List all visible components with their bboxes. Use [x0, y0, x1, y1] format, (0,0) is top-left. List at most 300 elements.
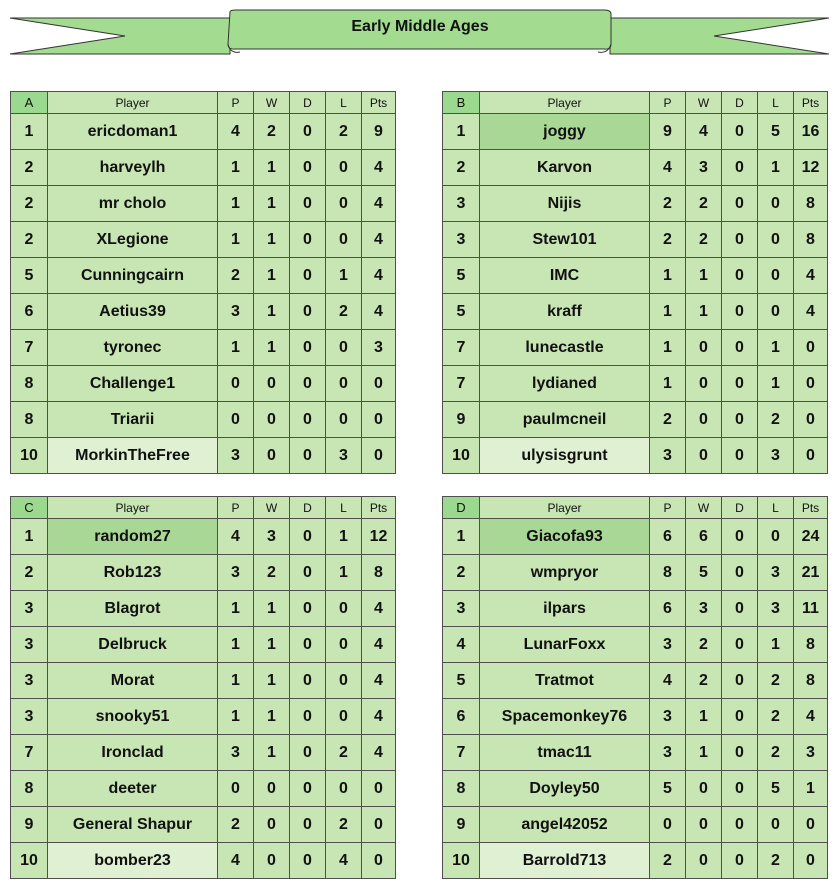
drawn-cell: 0	[722, 807, 758, 843]
banner-left-tail	[10, 18, 230, 54]
lost-cell: 2	[758, 402, 794, 438]
rank-cell: 5	[11, 258, 48, 294]
points-cell: 0	[794, 438, 828, 474]
won-header: W	[686, 92, 722, 114]
lost-cell: 2	[758, 735, 794, 771]
table-row	[11, 294, 396, 330]
played-cell: 2	[650, 222, 686, 258]
won-cell: 0	[686, 771, 722, 807]
drawn-cell: 0	[722, 150, 758, 186]
played-cell: 1	[218, 591, 254, 627]
lost-cell: 0	[326, 591, 362, 627]
rank-cell: 7	[11, 330, 48, 366]
won-cell: 2	[686, 627, 722, 663]
drawn-cell: 0	[290, 366, 326, 402]
points-header: Pts	[362, 497, 396, 519]
rank-cell: 7	[443, 330, 480, 366]
player-cell: Tratmot	[480, 663, 650, 699]
lost-cell: 0	[758, 807, 794, 843]
player-cell: deeter	[48, 771, 218, 807]
rank-cell: 8	[443, 771, 480, 807]
drawn-cell: 0	[722, 663, 758, 699]
lost-cell: 1	[758, 150, 794, 186]
played-cell: 1	[650, 366, 686, 402]
won-cell: 0	[254, 843, 290, 879]
rank-cell: 3	[443, 222, 480, 258]
points-cell: 4	[362, 258, 396, 294]
points-cell: 0	[362, 438, 396, 474]
rank-cell: 9	[443, 807, 480, 843]
points-cell: 8	[794, 186, 828, 222]
drawn-cell: 0	[290, 771, 326, 807]
rank-cell: 1	[443, 519, 480, 555]
lost-cell: 2	[758, 699, 794, 735]
lost-cell: 0	[326, 150, 362, 186]
table-row	[11, 258, 396, 294]
table-row	[11, 735, 396, 771]
drawn-cell: 0	[722, 402, 758, 438]
rank-cell: 1	[11, 519, 48, 555]
won-cell: 3	[686, 150, 722, 186]
drawn-header: D	[290, 92, 326, 114]
group-label: C	[11, 497, 48, 519]
player-cell: paulmcneil	[480, 402, 650, 438]
lost-cell: 2	[326, 114, 362, 150]
played-cell: 3	[218, 555, 254, 591]
won-cell: 0	[686, 438, 722, 474]
header-row	[443, 92, 828, 114]
played-cell: 6	[650, 591, 686, 627]
table-row	[11, 771, 396, 807]
lost-header: L	[326, 497, 362, 519]
player-cell: Spacemonkey76	[480, 699, 650, 735]
rank-cell: 2	[443, 555, 480, 591]
rank-cell: 3	[11, 699, 48, 735]
table-row	[443, 186, 828, 222]
points-cell: 4	[362, 222, 396, 258]
table-row	[443, 294, 828, 330]
table-row	[443, 627, 828, 663]
player-cell: random27	[48, 519, 218, 555]
lost-cell: 0	[326, 222, 362, 258]
table-row	[443, 114, 828, 150]
player-header: Player	[48, 497, 218, 519]
points-cell: 4	[362, 663, 396, 699]
header-row	[443, 497, 828, 519]
points-cell: 0	[362, 366, 396, 402]
table-row	[443, 807, 828, 843]
won-cell: 6	[686, 519, 722, 555]
drawn-cell: 0	[722, 555, 758, 591]
player-header: Player	[480, 497, 650, 519]
table-row	[443, 519, 828, 555]
points-cell: 16	[794, 114, 828, 150]
player-cell: Barrold713	[480, 843, 650, 879]
rank-cell: 2	[443, 150, 480, 186]
drawn-cell: 0	[722, 438, 758, 474]
rank-cell: 5	[443, 294, 480, 330]
player-cell: kraff	[480, 294, 650, 330]
player-cell: angel42052	[480, 807, 650, 843]
player-header: Player	[480, 92, 650, 114]
rank-cell: 10	[11, 843, 48, 879]
points-cell: 8	[794, 663, 828, 699]
group-table	[442, 496, 828, 879]
played-cell: 1	[218, 186, 254, 222]
rank-cell: 3	[11, 627, 48, 663]
drawn-cell: 0	[722, 519, 758, 555]
drawn-cell: 0	[722, 591, 758, 627]
table-row	[443, 591, 828, 627]
played-cell: 1	[650, 330, 686, 366]
points-cell: 0	[362, 807, 396, 843]
played-cell: 1	[218, 222, 254, 258]
played-cell: 3	[218, 438, 254, 474]
rank-cell: 9	[443, 402, 480, 438]
drawn-cell: 0	[722, 258, 758, 294]
drawn-cell: 0	[290, 735, 326, 771]
rank-cell: 8	[11, 402, 48, 438]
played-header: P	[218, 92, 254, 114]
points-cell: 12	[794, 150, 828, 186]
player-header: Player	[48, 92, 218, 114]
points-cell: 8	[362, 555, 396, 591]
won-cell: 0	[686, 807, 722, 843]
player-cell: Triarii	[48, 402, 218, 438]
drawn-cell: 0	[290, 807, 326, 843]
drawn-cell: 0	[722, 366, 758, 402]
table-row	[443, 150, 828, 186]
played-cell: 2	[650, 843, 686, 879]
played-header: P	[650, 497, 686, 519]
played-cell: 1	[218, 663, 254, 699]
won-cell: 0	[254, 366, 290, 402]
drawn-cell: 0	[722, 843, 758, 879]
won-cell: 1	[254, 222, 290, 258]
table-row	[443, 402, 828, 438]
points-cell: 0	[794, 402, 828, 438]
drawn-cell: 0	[722, 771, 758, 807]
points-cell: 0	[794, 330, 828, 366]
rank-cell: 10	[443, 438, 480, 474]
table-row	[11, 663, 396, 699]
played-cell: 6	[650, 519, 686, 555]
lost-cell: 0	[758, 294, 794, 330]
table-row	[443, 735, 828, 771]
rank-cell: 10	[11, 438, 48, 474]
player-cell: ulysisgrunt	[480, 438, 650, 474]
played-cell: 3	[650, 438, 686, 474]
player-cell: mr cholo	[48, 186, 218, 222]
table-row	[11, 699, 396, 735]
lost-cell: 0	[326, 699, 362, 735]
lost-cell: 0	[326, 663, 362, 699]
table-row	[443, 555, 828, 591]
group-label: A	[11, 92, 48, 114]
drawn-cell: 0	[722, 114, 758, 150]
player-cell: MorkinTheFree	[48, 438, 218, 474]
rank-cell: 4	[443, 627, 480, 663]
player-cell: Rob123	[48, 555, 218, 591]
drawn-cell: 0	[290, 627, 326, 663]
lost-cell: 0	[758, 519, 794, 555]
played-cell: 3	[650, 627, 686, 663]
played-cell: 5	[650, 771, 686, 807]
rank-cell: 2	[11, 186, 48, 222]
points-cell: 8	[794, 627, 828, 663]
won-cell: 0	[254, 807, 290, 843]
won-cell: 2	[254, 555, 290, 591]
lost-header: L	[758, 92, 794, 114]
played-cell: 3	[650, 699, 686, 735]
won-cell: 1	[254, 258, 290, 294]
points-cell: 8	[794, 222, 828, 258]
table-row	[11, 330, 396, 366]
lost-cell: 1	[326, 519, 362, 555]
player-cell: bomber23	[48, 843, 218, 879]
player-cell: snooky51	[48, 699, 218, 735]
won-cell: 1	[254, 591, 290, 627]
player-cell: General Shapur	[48, 807, 218, 843]
player-cell: ilpars	[480, 591, 650, 627]
table-row	[443, 366, 828, 402]
won-header: W	[254, 497, 290, 519]
player-cell: Ironclad	[48, 735, 218, 771]
won-cell: 0	[686, 366, 722, 402]
drawn-cell: 0	[722, 699, 758, 735]
drawn-cell: 0	[290, 150, 326, 186]
won-cell: 3	[686, 591, 722, 627]
rank-cell: 7	[443, 735, 480, 771]
rank-cell: 3	[443, 186, 480, 222]
drawn-cell: 0	[290, 591, 326, 627]
lost-cell: 2	[326, 807, 362, 843]
points-cell: 4	[362, 150, 396, 186]
player-cell: Karvon	[480, 150, 650, 186]
table-row	[11, 186, 396, 222]
drawn-cell: 0	[290, 222, 326, 258]
played-cell: 0	[218, 771, 254, 807]
rank-cell: 3	[443, 591, 480, 627]
drawn-cell: 0	[290, 663, 326, 699]
header-row	[11, 497, 396, 519]
won-cell: 1	[254, 150, 290, 186]
table-row	[11, 402, 396, 438]
played-cell: 0	[218, 402, 254, 438]
rank-cell: 5	[443, 258, 480, 294]
lost-cell: 2	[758, 843, 794, 879]
played-cell: 0	[218, 366, 254, 402]
points-cell: 4	[794, 258, 828, 294]
lost-cell: 2	[326, 294, 362, 330]
drawn-cell: 0	[290, 330, 326, 366]
points-cell: 4	[362, 735, 396, 771]
lost-cell: 0	[326, 186, 362, 222]
table-row	[443, 663, 828, 699]
drawn-cell: 0	[290, 699, 326, 735]
table-row	[443, 699, 828, 735]
player-cell: Doyley50	[480, 771, 650, 807]
header-row	[11, 92, 396, 114]
player-cell: XLegione	[48, 222, 218, 258]
drawn-cell: 0	[722, 735, 758, 771]
drawn-cell: 0	[722, 330, 758, 366]
table-row	[443, 222, 828, 258]
won-cell: 1	[254, 735, 290, 771]
table-row	[11, 366, 396, 402]
lost-cell: 5	[758, 114, 794, 150]
rank-cell: 8	[11, 366, 48, 402]
rank-cell: 2	[11, 150, 48, 186]
page-title: Early Middle Ages	[351, 18, 489, 35]
lost-cell: 1	[758, 330, 794, 366]
played-cell: 3	[218, 294, 254, 330]
table-row	[11, 627, 396, 663]
won-cell: 4	[686, 114, 722, 150]
played-cell: 4	[218, 843, 254, 879]
played-cell: 3	[218, 735, 254, 771]
won-cell: 1	[686, 258, 722, 294]
group-table	[10, 91, 396, 474]
table-row	[443, 438, 828, 474]
table-row	[11, 438, 396, 474]
table-row	[11, 843, 396, 879]
played-cell: 3	[650, 735, 686, 771]
table-row	[443, 330, 828, 366]
rank-cell: 5	[443, 663, 480, 699]
rank-cell: 6	[443, 699, 480, 735]
played-cell: 1	[218, 150, 254, 186]
group-table	[442, 91, 828, 474]
played-cell: 1	[218, 627, 254, 663]
table-row	[11, 591, 396, 627]
points-cell: 21	[794, 555, 828, 591]
points-cell: 4	[794, 294, 828, 330]
rank-cell: 7	[443, 366, 480, 402]
drawn-cell: 0	[290, 519, 326, 555]
played-header: P	[650, 92, 686, 114]
player-cell: Aetius39	[48, 294, 218, 330]
won-cell: 2	[686, 186, 722, 222]
banner-right-tail	[610, 18, 829, 54]
table-row	[11, 555, 396, 591]
rank-cell: 2	[11, 222, 48, 258]
group-table	[10, 496, 396, 879]
lost-cell: 2	[758, 663, 794, 699]
group-label: D	[443, 497, 480, 519]
played-cell: 2	[218, 258, 254, 294]
played-cell: 8	[650, 555, 686, 591]
lost-cell: 0	[326, 366, 362, 402]
rank-cell: 2	[11, 555, 48, 591]
won-cell: 1	[254, 699, 290, 735]
player-cell: IMC	[480, 258, 650, 294]
won-cell: 1	[686, 735, 722, 771]
lost-cell: 5	[758, 771, 794, 807]
table-row	[443, 843, 828, 879]
won-cell: 1	[254, 330, 290, 366]
lost-cell: 1	[326, 555, 362, 591]
drawn-cell: 0	[290, 294, 326, 330]
table-row	[11, 114, 396, 150]
points-cell: 0	[362, 843, 396, 879]
played-cell: 4	[650, 663, 686, 699]
won-cell: 0	[254, 771, 290, 807]
player-cell: tmac11	[480, 735, 650, 771]
played-cell: 1	[650, 258, 686, 294]
drawn-cell: 0	[722, 294, 758, 330]
player-cell: Morat	[48, 663, 218, 699]
lost-cell: 4	[326, 843, 362, 879]
lost-cell: 0	[326, 402, 362, 438]
points-cell: 0	[362, 402, 396, 438]
player-cell: wmpryor	[480, 555, 650, 591]
won-cell: 0	[254, 438, 290, 474]
lost-header: L	[326, 92, 362, 114]
player-cell: harveylh	[48, 150, 218, 186]
lost-cell: 1	[758, 627, 794, 663]
points-cell: 4	[362, 699, 396, 735]
lost-cell: 0	[758, 222, 794, 258]
lost-cell: 0	[326, 330, 362, 366]
player-cell: Giacofa93	[480, 519, 650, 555]
lost-cell: 0	[326, 771, 362, 807]
table-row	[11, 807, 396, 843]
won-cell: 2	[686, 222, 722, 258]
drawn-cell: 0	[290, 843, 326, 879]
played-header: P	[218, 497, 254, 519]
points-header: Pts	[794, 92, 828, 114]
drawn-header: D	[722, 92, 758, 114]
played-cell: 2	[650, 402, 686, 438]
won-cell: 1	[254, 627, 290, 663]
won-cell: 1	[686, 699, 722, 735]
rank-cell: 1	[443, 114, 480, 150]
lost-cell: 3	[326, 438, 362, 474]
played-cell: 4	[650, 150, 686, 186]
won-header: W	[254, 92, 290, 114]
lost-cell: 3	[758, 591, 794, 627]
points-cell: 11	[794, 591, 828, 627]
drawn-cell: 0	[290, 258, 326, 294]
drawn-cell: 0	[290, 555, 326, 591]
won-cell: 2	[254, 114, 290, 150]
points-cell: 4	[362, 591, 396, 627]
lost-header: L	[758, 497, 794, 519]
points-cell: 12	[362, 519, 396, 555]
player-cell: lunecastle	[480, 330, 650, 366]
won-cell: 1	[254, 294, 290, 330]
won-cell: 1	[254, 186, 290, 222]
points-cell: 3	[794, 735, 828, 771]
player-cell: tyronec	[48, 330, 218, 366]
points-cell: 3	[362, 330, 396, 366]
won-cell: 0	[686, 843, 722, 879]
lost-cell: 3	[758, 555, 794, 591]
points-cell: 0	[362, 771, 396, 807]
rank-cell: 1	[11, 114, 48, 150]
lost-cell: 1	[326, 258, 362, 294]
drawn-cell: 0	[290, 114, 326, 150]
group-label: B	[443, 92, 480, 114]
lost-cell: 0	[758, 186, 794, 222]
points-cell: 4	[362, 294, 396, 330]
points-cell: 4	[362, 627, 396, 663]
player-cell: Cunningcairn	[48, 258, 218, 294]
table-row	[11, 519, 396, 555]
won-cell: 1	[254, 663, 290, 699]
table-row	[443, 258, 828, 294]
